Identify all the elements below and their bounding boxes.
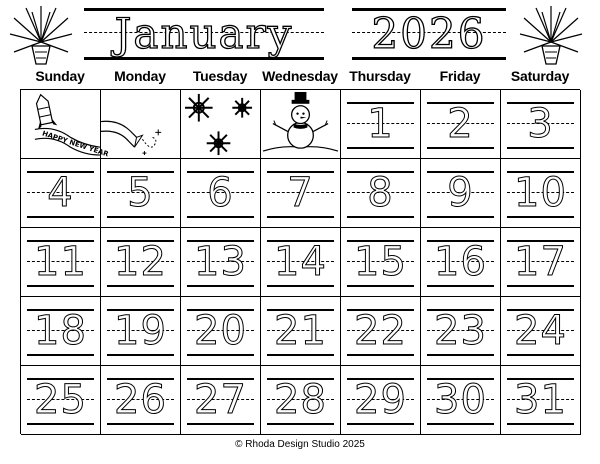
day-cell [101, 159, 181, 228]
day-number: 5 [127, 170, 154, 216]
day-number: 2 [447, 101, 474, 147]
day-cell [421, 159, 501, 228]
day-cell [21, 159, 101, 228]
day-cell [181, 366, 261, 435]
empty-day-cell [181, 90, 261, 159]
day-cell [501, 366, 581, 435]
day-number: 3 [527, 101, 554, 147]
day-number: 31 [514, 377, 567, 423]
day-cell [341, 90, 421, 159]
day-number: 15 [354, 239, 407, 285]
day-number: 24 [514, 308, 567, 354]
day-cell [181, 228, 261, 297]
weekday-wednesday: Wednesday [262, 68, 338, 84]
day-cell [101, 228, 181, 297]
day-cell [421, 228, 501, 297]
day-cell [261, 228, 341, 297]
day-cell [501, 297, 581, 366]
day-number: 18 [34, 308, 87, 354]
day-number: 17 [514, 239, 567, 285]
day-number: 30 [434, 377, 487, 423]
weekday-tuesday: Tuesday [192, 68, 248, 84]
day-number: 8 [367, 170, 394, 216]
day-number: 29 [354, 377, 407, 423]
day-cell [421, 366, 501, 435]
snowflakes-icon [181, 90, 260, 158]
day-number: 7 [287, 170, 314, 216]
day-number: 11 [34, 239, 87, 285]
day-number: 19 [114, 308, 167, 354]
day-number: 14 [274, 239, 327, 285]
day-number: 22 [354, 308, 407, 354]
firework-burst-icon-left [6, 2, 76, 68]
day-cell [341, 297, 421, 366]
day-number: 13 [194, 239, 247, 285]
year-title-box [352, 8, 506, 60]
day-cell [421, 90, 501, 159]
day-number: 20 [194, 308, 247, 354]
day-cell [181, 297, 261, 366]
year-title: 2026 [371, 9, 487, 58]
weekday-friday: Friday [439, 68, 481, 84]
rocket-banner-tail-icon [101, 90, 180, 158]
day-number: 1 [367, 101, 394, 147]
day-number: 23 [434, 308, 487, 354]
day-number: 12 [114, 239, 167, 285]
day-cell [501, 228, 581, 297]
firework-right-icon [516, 2, 586, 68]
day-number: 25 [34, 377, 87, 423]
copyright-footer: © Rhoda Design Studio 2025 [235, 439, 365, 450]
day-cell [101, 366, 181, 435]
month-title-box [84, 8, 324, 60]
day-cell [261, 159, 341, 228]
day-number: 27 [194, 377, 247, 423]
day-number: 10 [514, 170, 567, 216]
day-cell [421, 297, 501, 366]
empty-day-cell [261, 90, 341, 159]
day-number: 4 [47, 170, 74, 216]
day-cell [341, 159, 421, 228]
day-number: 16 [434, 239, 487, 285]
day-cell [341, 366, 421, 435]
day-cell [21, 366, 101, 435]
weekday-thursday: Thursday [349, 68, 411, 84]
firework-burst-icon-right [516, 2, 586, 68]
weekday-saturday: Saturday [510, 68, 570, 84]
day-cell [501, 90, 581, 159]
empty-day-cell [21, 90, 110, 159]
day-number: 21 [274, 308, 327, 354]
day-number: 26 [114, 377, 167, 423]
day-number: 9 [447, 170, 474, 216]
firework-left-icon [6, 2, 76, 68]
weekday-header-row [20, 66, 580, 86]
day-cell [501, 159, 581, 228]
empty-day-cell [101, 90, 181, 159]
day-cell [261, 366, 341, 435]
day-number: 28 [274, 377, 327, 423]
calendar-grid [20, 89, 580, 434]
rocket-banner-icon [21, 90, 110, 159]
day-cell [261, 297, 341, 366]
day-cell [21, 228, 101, 297]
banner-text: HAPPY NEW YEAR [41, 129, 110, 159]
weekday-monday: Monday [114, 68, 166, 84]
day-cell [341, 228, 421, 297]
day-cell [101, 297, 181, 366]
day-cell [181, 159, 261, 228]
month-title: January [114, 9, 294, 58]
day-number: 6 [207, 170, 234, 216]
day-cell [21, 297, 101, 366]
snowman-icon [261, 90, 340, 158]
weekday-sunday: Sunday [35, 68, 85, 84]
